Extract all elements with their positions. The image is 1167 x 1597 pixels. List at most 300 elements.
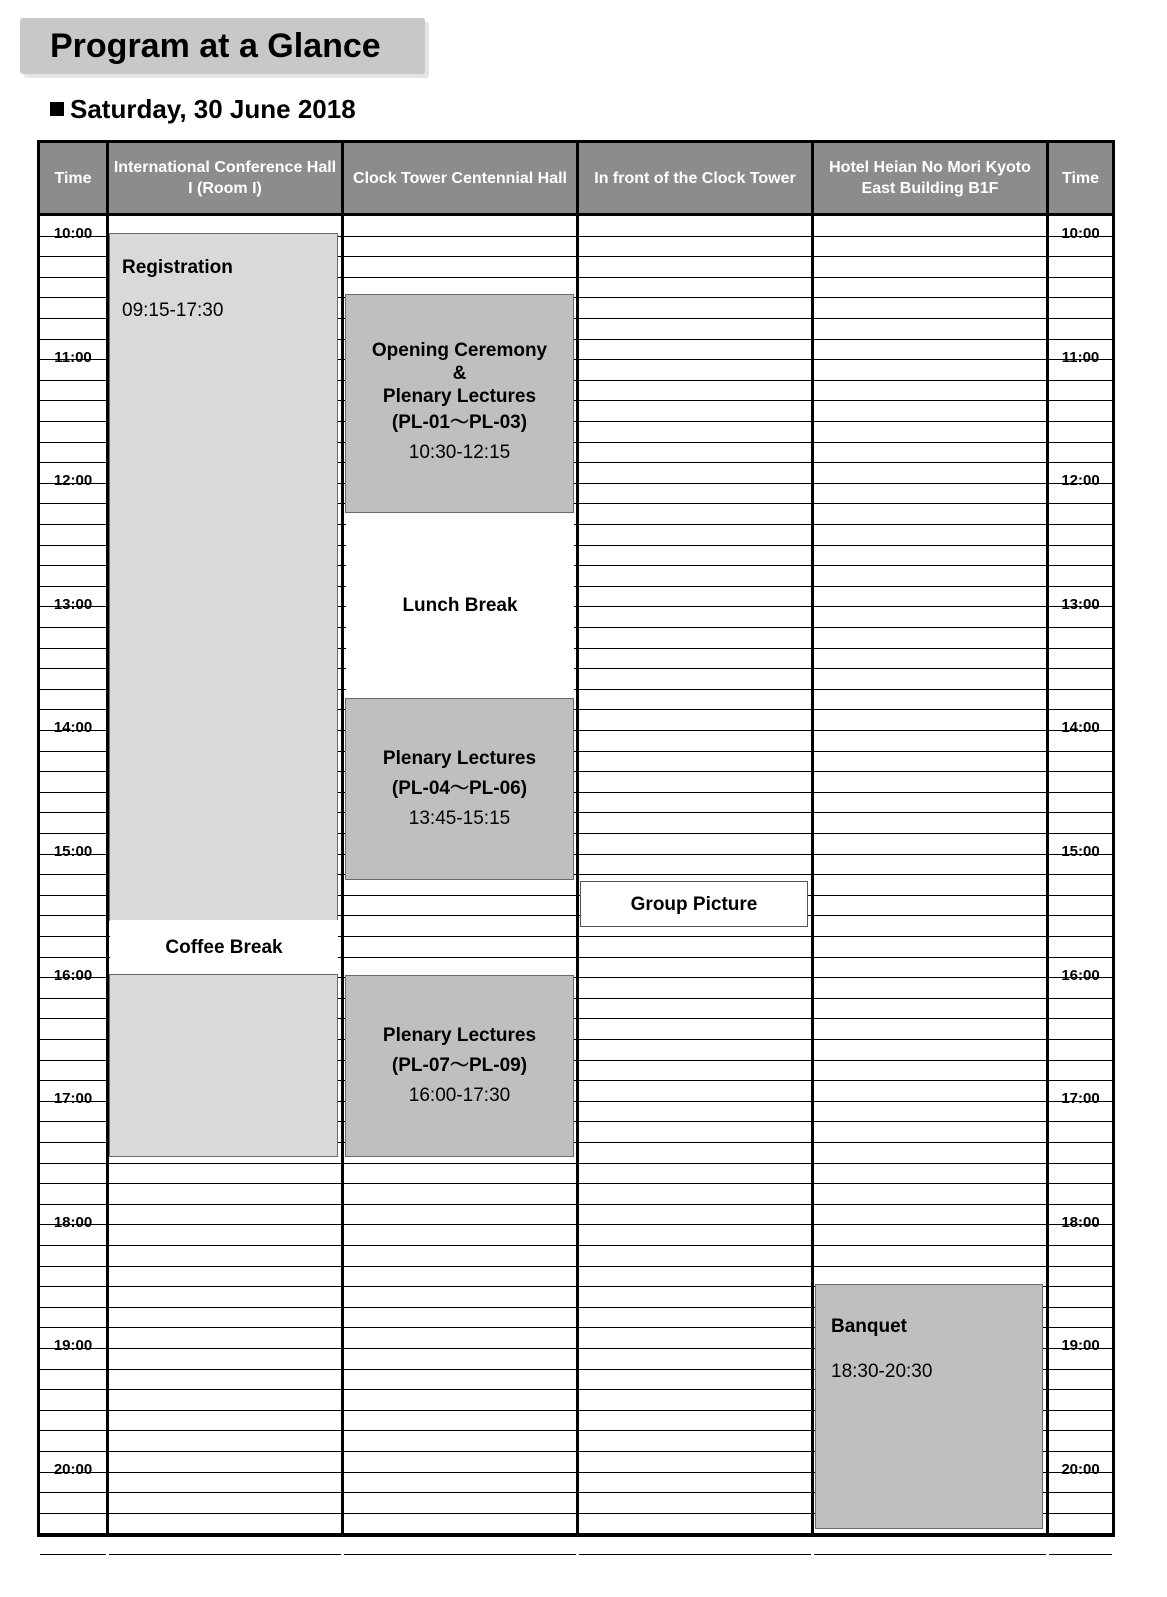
banquet-block bbox=[815, 1284, 1043, 1529]
grid-row-line bbox=[814, 545, 1046, 546]
grid-row-line bbox=[814, 957, 1046, 958]
grid-row-line bbox=[1049, 1286, 1112, 1287]
grid-row-line bbox=[1049, 524, 1112, 525]
col-separator bbox=[106, 143, 109, 1534]
grid-row-line bbox=[40, 400, 106, 401]
grid-row-line bbox=[579, 503, 811, 504]
grid-row-line bbox=[1049, 442, 1112, 443]
grid-row-line bbox=[579, 833, 811, 834]
grid-row-line bbox=[814, 483, 1046, 484]
grid-row-line bbox=[814, 689, 1046, 690]
grid-row-line bbox=[109, 1533, 341, 1534]
grid-row-line bbox=[1049, 1307, 1112, 1308]
grid-row-line bbox=[109, 1327, 341, 1328]
grid-row-line bbox=[1049, 1121, 1112, 1122]
schedule-grid bbox=[37, 140, 1115, 1537]
grid-row-line bbox=[1049, 751, 1112, 752]
grid-row-line bbox=[579, 1410, 811, 1411]
grid-row-line bbox=[814, 524, 1046, 525]
grid-row-line bbox=[814, 895, 1046, 896]
grid-row-line bbox=[814, 977, 1046, 978]
grid-row-line bbox=[1049, 1163, 1112, 1164]
col-header-clock-hall: Clock Tower Centennial Hall bbox=[344, 143, 576, 213]
grid-row-line bbox=[40, 1018, 106, 1019]
grid-row-line bbox=[344, 256, 576, 257]
grid-row-line bbox=[1049, 998, 1112, 999]
grid-row-line bbox=[579, 1121, 811, 1122]
grid-row-line bbox=[109, 1451, 341, 1452]
grid-row-line bbox=[579, 854, 811, 855]
time-label-left: 16:00 bbox=[53, 967, 93, 984]
grid-row-line bbox=[814, 606, 1046, 607]
grid-row-line bbox=[579, 297, 811, 298]
grid-row-line bbox=[1049, 833, 1112, 834]
grid-row-line bbox=[40, 1554, 106, 1555]
grid-row-line bbox=[40, 339, 106, 340]
grid-row-line bbox=[1049, 339, 1112, 340]
grid-row-line bbox=[40, 462, 106, 463]
grid-row-line bbox=[814, 1224, 1046, 1225]
square-bullet-icon bbox=[50, 102, 64, 116]
grid-row-line bbox=[579, 957, 811, 958]
grid-row-line bbox=[109, 1369, 341, 1370]
grid-row-line bbox=[814, 709, 1046, 710]
grid-row-line bbox=[40, 1492, 106, 1493]
grid-row-line bbox=[40, 380, 106, 381]
time-label-left: 14:00 bbox=[53, 719, 93, 736]
grid-row-line bbox=[40, 503, 106, 504]
registration-title: Registration bbox=[122, 257, 233, 278]
grid-row-line bbox=[579, 236, 811, 237]
grid-row-line bbox=[40, 1142, 106, 1143]
grid-row-line bbox=[579, 1142, 811, 1143]
grid-row-line bbox=[1049, 689, 1112, 690]
grid-row-line bbox=[814, 1163, 1046, 1164]
grid-row-line bbox=[40, 256, 106, 257]
grid-row-line bbox=[1049, 709, 1112, 710]
grid-row-line bbox=[344, 1266, 576, 1267]
col-header-hotel: Hotel Heian No Mori Kyoto East Building B1F bbox=[814, 143, 1046, 213]
grid-row-line bbox=[579, 1307, 811, 1308]
time-label-left: 11:00 bbox=[54, 349, 92, 366]
plenary2-title: Plenary Lectures bbox=[382, 748, 537, 769]
time-label-left: 12:00 bbox=[53, 472, 93, 489]
grid-row-line bbox=[1049, 1245, 1112, 1246]
grid-row-line bbox=[40, 565, 106, 566]
grid-row-line bbox=[814, 833, 1046, 834]
grid-row-line bbox=[1049, 1204, 1112, 1205]
grid-row-line bbox=[40, 833, 106, 834]
grid-row-line bbox=[40, 421, 106, 422]
grid-row-line bbox=[40, 668, 106, 669]
grid-row-line bbox=[579, 339, 811, 340]
grid-row-line bbox=[109, 1163, 341, 1164]
registration-time: 09:15-17:30 bbox=[122, 300, 224, 321]
grid-row-line bbox=[814, 792, 1046, 793]
group-picture-block bbox=[580, 881, 808, 927]
time-label-left: 18:00 bbox=[53, 1214, 93, 1231]
grid-row-line bbox=[109, 1389, 341, 1390]
grid-row-line bbox=[40, 297, 106, 298]
time-label-left: 10:00 bbox=[53, 225, 93, 242]
grid-row-line bbox=[109, 1472, 341, 1473]
grid-row-line bbox=[344, 1224, 576, 1225]
grid-row-line bbox=[40, 1080, 106, 1081]
grid-row-line bbox=[344, 1472, 576, 1473]
grid-row-line bbox=[40, 1163, 106, 1164]
grid-row-line bbox=[1049, 1266, 1112, 1267]
grid-row-line bbox=[344, 1369, 576, 1370]
grid-row-line bbox=[1049, 421, 1112, 422]
grid-row-line bbox=[1049, 1410, 1112, 1411]
grid-row-line bbox=[40, 1307, 106, 1308]
grid-row-line bbox=[814, 730, 1046, 731]
grid-row-line bbox=[40, 586, 106, 587]
grid-row-line bbox=[109, 1430, 341, 1431]
grid-row-line bbox=[579, 1080, 811, 1081]
schedule-date: Saturday, 30 June 2018 bbox=[70, 94, 356, 124]
grid-row-line bbox=[344, 1554, 576, 1555]
grid-row-line bbox=[814, 1554, 1046, 1555]
time-label-right: 12:00 bbox=[1061, 472, 1100, 489]
grid-row-line bbox=[40, 915, 106, 916]
grid-row-line bbox=[1049, 1080, 1112, 1081]
grid-row-line bbox=[1049, 1533, 1112, 1534]
grid-row-line bbox=[40, 957, 106, 958]
grid-row-line bbox=[1049, 627, 1112, 628]
group-picture-title: Group Picture bbox=[630, 893, 758, 915]
grid-row-line bbox=[579, 606, 811, 607]
grid-row-line bbox=[1049, 318, 1112, 319]
grid-row-line bbox=[40, 792, 106, 793]
banquet-time: 18:30-20:30 bbox=[831, 1361, 933, 1382]
grid-row-line bbox=[109, 1348, 341, 1349]
grid-row-line bbox=[814, 1080, 1046, 1081]
grid-row-line bbox=[579, 998, 811, 999]
grid-row-line bbox=[579, 1018, 811, 1019]
grid-row-line bbox=[344, 1451, 576, 1452]
grid-row-line bbox=[344, 277, 576, 278]
plenary3-codes: (PL-07～PL-09) bbox=[391, 1055, 528, 1076]
grid-row-line bbox=[109, 1410, 341, 1411]
plenary2-time: 13:45-15:15 bbox=[408, 808, 511, 829]
grid-row-line bbox=[814, 1101, 1046, 1102]
grid-row-line bbox=[579, 1039, 811, 1040]
grid-row-line bbox=[579, 1472, 811, 1473]
grid-row-line bbox=[40, 998, 106, 999]
col-header-room1: International Conference Hall I (Room I) bbox=[109, 143, 341, 213]
grid-row-line bbox=[40, 751, 106, 752]
time-label-right: 13:00 bbox=[1061, 596, 1100, 613]
grid-row-line bbox=[109, 1492, 341, 1493]
grid-row-line bbox=[1049, 545, 1112, 546]
grid-row-line bbox=[814, 812, 1046, 813]
time-label-right: 16:00 bbox=[1061, 967, 1100, 984]
grid-row-line bbox=[40, 1513, 106, 1514]
grid-row-line bbox=[1049, 503, 1112, 504]
grid-row-line bbox=[579, 627, 811, 628]
grid-row-line bbox=[579, 1554, 811, 1555]
grid-row-line bbox=[814, 503, 1046, 504]
grid-row-line bbox=[814, 648, 1046, 649]
grid-row-line bbox=[344, 1286, 576, 1287]
grid-row-line bbox=[344, 1245, 576, 1246]
time-label-right: 10:00 bbox=[1061, 225, 1100, 242]
grid-row-line bbox=[344, 957, 576, 958]
grid-row-line bbox=[579, 709, 811, 710]
grid-row-line bbox=[344, 1183, 576, 1184]
grid-row-line bbox=[814, 1204, 1046, 1205]
col-separator bbox=[341, 143, 344, 1534]
col-header-front-clock: In front of the Clock Tower bbox=[579, 143, 811, 213]
grid-row-line bbox=[579, 936, 811, 937]
opening-codes: (PL-01～PL-03) bbox=[391, 412, 528, 433]
grid-row-line bbox=[1049, 668, 1112, 669]
time-label-right: 18:00 bbox=[1061, 1214, 1100, 1231]
grid-row-line bbox=[109, 1183, 341, 1184]
grid-row-line bbox=[1049, 936, 1112, 937]
grid-row-line bbox=[40, 524, 106, 525]
grid-row-line bbox=[344, 1307, 576, 1308]
opening-subtitle: Plenary Lectures bbox=[382, 386, 537, 407]
grid-row-line bbox=[579, 668, 811, 669]
grid-row-line bbox=[109, 1513, 341, 1514]
grid-row-line bbox=[40, 318, 106, 319]
grid-row-line bbox=[579, 751, 811, 752]
grid-row-line bbox=[579, 545, 811, 546]
grid-row-line bbox=[814, 380, 1046, 381]
grid-row-line bbox=[40, 812, 106, 813]
grid-row-line bbox=[344, 1430, 576, 1431]
col-header-time-right: Time bbox=[1049, 143, 1112, 213]
grid-row-line bbox=[344, 1327, 576, 1328]
grid-row-line bbox=[579, 1369, 811, 1370]
grid-row-line bbox=[814, 277, 1046, 278]
lunch-break-block bbox=[346, 514, 574, 697]
opening-ceremony-block bbox=[345, 294, 574, 513]
grid-row-line bbox=[814, 442, 1046, 443]
grid-row-line bbox=[579, 483, 811, 484]
grid-row-line bbox=[1049, 874, 1112, 875]
grid-row-line bbox=[1049, 1451, 1112, 1452]
plenary-lectures-3-block bbox=[345, 975, 574, 1157]
grid-row-line bbox=[1049, 1060, 1112, 1061]
grid-row-line bbox=[579, 977, 811, 978]
grid-row-line bbox=[1049, 1018, 1112, 1019]
grid-row-line bbox=[344, 895, 576, 896]
grid-row-line bbox=[1049, 915, 1112, 916]
grid-row-line bbox=[1049, 1327, 1112, 1328]
grid-row-line bbox=[579, 380, 811, 381]
grid-row-line bbox=[814, 236, 1046, 237]
grid-row-line bbox=[1049, 297, 1112, 298]
grid-row-line bbox=[40, 771, 106, 772]
grid-row-line bbox=[40, 689, 106, 690]
grid-row-line bbox=[579, 1224, 811, 1225]
grid-row-line bbox=[579, 400, 811, 401]
grid-row-line bbox=[814, 1533, 1046, 1534]
grid-row-line bbox=[109, 1307, 341, 1308]
grid-row-line bbox=[1049, 771, 1112, 772]
coffee-break-title: Coffee Break bbox=[165, 937, 283, 958]
grid-row-line bbox=[579, 1163, 811, 1164]
time-label-right: 19:00 bbox=[1061, 1337, 1100, 1354]
grid-row-line bbox=[344, 1410, 576, 1411]
col-header-time-left: Time bbox=[40, 143, 106, 213]
grid-row-line bbox=[814, 586, 1046, 587]
registration-block-continued bbox=[109, 974, 338, 1157]
grid-row-line bbox=[814, 1245, 1046, 1246]
grid-row-line bbox=[40, 1286, 106, 1287]
grid-row-line bbox=[814, 565, 1046, 566]
grid-row-line bbox=[579, 1327, 811, 1328]
grid-row-line bbox=[344, 1492, 576, 1493]
opening-time: 10:30-12:15 bbox=[408, 442, 511, 463]
grid-row-line bbox=[344, 936, 576, 937]
time-label-right: 15:00 bbox=[1061, 843, 1100, 860]
grid-row-line bbox=[40, 709, 106, 710]
grid-row-line bbox=[814, 421, 1046, 422]
grid-row-line bbox=[40, 1060, 106, 1061]
grid-row-line bbox=[40, 1327, 106, 1328]
grid-row-line bbox=[40, 545, 106, 546]
grid-row-line bbox=[814, 936, 1046, 937]
grid-row-line bbox=[1049, 400, 1112, 401]
grid-row-line bbox=[579, 1389, 811, 1390]
time-label-right: 17:00 bbox=[1061, 1090, 1100, 1107]
grid-row-line bbox=[40, 442, 106, 443]
grid-row-line bbox=[579, 1266, 811, 1267]
grid-row-line bbox=[344, 1513, 576, 1514]
grid-row-line bbox=[1049, 1183, 1112, 1184]
grid-row-line bbox=[109, 1204, 341, 1205]
grid-row-line bbox=[814, 915, 1046, 916]
grid-row-line bbox=[814, 771, 1046, 772]
grid-row-line bbox=[579, 874, 811, 875]
grid-row-line bbox=[40, 1369, 106, 1370]
grid-row-line bbox=[579, 1286, 811, 1287]
grid-row-line bbox=[814, 668, 1046, 669]
grid-row-line bbox=[579, 771, 811, 772]
grid-row-line bbox=[109, 1224, 341, 1225]
grid-row-line bbox=[579, 524, 811, 525]
grid-row-line bbox=[109, 1245, 341, 1246]
grid-row-line bbox=[814, 998, 1046, 999]
time-label-left: 20:00 bbox=[53, 1461, 93, 1478]
grid-row-line bbox=[814, 751, 1046, 752]
grid-row-line bbox=[814, 1142, 1046, 1143]
grid-row-line bbox=[1049, 648, 1112, 649]
grid-row-line bbox=[40, 648, 106, 649]
grid-row-line bbox=[579, 648, 811, 649]
time-label-left: 19:00 bbox=[53, 1337, 93, 1354]
col-separator bbox=[1046, 143, 1049, 1534]
grid-row-line bbox=[579, 586, 811, 587]
time-label-left: 17:00 bbox=[53, 1090, 93, 1107]
grid-row-line bbox=[579, 1348, 811, 1349]
grid-row-line bbox=[344, 1389, 576, 1390]
grid-row-line bbox=[1049, 586, 1112, 587]
grid-row-line bbox=[1049, 1492, 1112, 1493]
opening-amp: & bbox=[452, 363, 467, 384]
plenary-lectures-2-block bbox=[345, 698, 574, 880]
time-label-right: 14:00 bbox=[1061, 719, 1100, 736]
grid-row-line bbox=[109, 1266, 341, 1267]
grid-row-line bbox=[814, 1039, 1046, 1040]
grid-row-line bbox=[579, 1101, 811, 1102]
grid-row-line bbox=[1049, 462, 1112, 463]
plenary3-title: Plenary Lectures bbox=[382, 1025, 537, 1046]
grid-row-line bbox=[814, 1266, 1046, 1267]
grid-row-line bbox=[1049, 792, 1112, 793]
grid-row-line bbox=[40, 1121, 106, 1122]
grid-row-line bbox=[1049, 957, 1112, 958]
grid-row-line bbox=[814, 1060, 1046, 1061]
grid-row-line bbox=[579, 1451, 811, 1452]
grid-row-line bbox=[1049, 1430, 1112, 1431]
grid-row-line bbox=[814, 359, 1046, 360]
grid-row-line bbox=[579, 318, 811, 319]
grid-row-line bbox=[579, 730, 811, 731]
grid-row-line bbox=[1049, 1039, 1112, 1040]
grid-row-line bbox=[1049, 1554, 1112, 1555]
banquet-title: Banquet bbox=[831, 1316, 907, 1337]
grid-row-line bbox=[1049, 565, 1112, 566]
grid-row-line bbox=[814, 1018, 1046, 1019]
grid-row-line bbox=[579, 462, 811, 463]
grid-row-line bbox=[344, 1533, 576, 1534]
grid-row-line bbox=[40, 1430, 106, 1431]
time-label-left: 13:00 bbox=[53, 596, 93, 613]
grid-row-line bbox=[40, 1039, 106, 1040]
grid-row-line bbox=[40, 1204, 106, 1205]
grid-row-line bbox=[344, 1163, 576, 1164]
grid-row-line bbox=[1049, 380, 1112, 381]
grid-row-line bbox=[814, 1121, 1046, 1122]
grid-row-line bbox=[1049, 1389, 1112, 1390]
grid-row-line bbox=[579, 812, 811, 813]
grid-row-line bbox=[579, 792, 811, 793]
grid-row-line bbox=[40, 1266, 106, 1267]
grid-row-line bbox=[40, 1245, 106, 1246]
grid-row-line bbox=[814, 854, 1046, 855]
grid-row-line bbox=[40, 1533, 106, 1534]
grid-row-line bbox=[1049, 277, 1112, 278]
grid-row-line bbox=[579, 1183, 811, 1184]
grid-row-line bbox=[1049, 256, 1112, 257]
grid-row-line bbox=[814, 297, 1046, 298]
grid-row-line bbox=[814, 318, 1046, 319]
grid-row-line bbox=[579, 421, 811, 422]
registration-block bbox=[109, 233, 338, 921]
grid-row-line bbox=[579, 1060, 811, 1061]
plenary2-codes: (PL-04～PL-06) bbox=[391, 778, 528, 799]
grid-row-line bbox=[40, 936, 106, 937]
page-title: Program at a Glance bbox=[20, 18, 425, 74]
grid-row-line bbox=[814, 627, 1046, 628]
grid-row-line bbox=[579, 1533, 811, 1534]
grid-row-line bbox=[40, 1389, 106, 1390]
grid-row-line bbox=[1049, 1513, 1112, 1514]
grid-row-line bbox=[814, 400, 1046, 401]
grid-row-line bbox=[1049, 1369, 1112, 1370]
plenary3-time: 16:00-17:30 bbox=[408, 1085, 511, 1106]
grid-row-line bbox=[579, 442, 811, 443]
grid-row-line bbox=[814, 339, 1046, 340]
grid-row-line bbox=[579, 565, 811, 566]
grid-row-line bbox=[40, 1410, 106, 1411]
time-label-right: 20:00 bbox=[1061, 1461, 1100, 1478]
